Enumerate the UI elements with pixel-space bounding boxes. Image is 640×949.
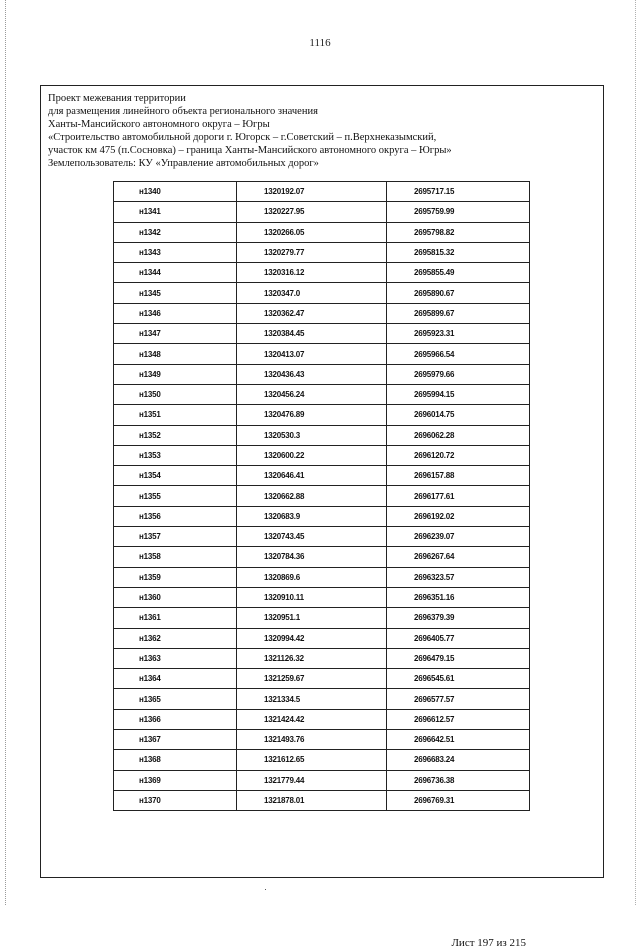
x-coordinate-cell: 1320530.3 <box>237 425 387 445</box>
x-coordinate-cell: 1321612.65 <box>237 750 387 770</box>
x-coordinate-cell: 1321126.32 <box>237 648 387 668</box>
x-coordinate-cell: 1321424.42 <box>237 709 387 729</box>
x-coordinate-cell: 1321493.76 <box>237 730 387 750</box>
point-id-cell: н1341 <box>114 202 237 222</box>
y-coordinate-cell: 2696642.51 <box>387 730 530 750</box>
point-id-cell: н1355 <box>114 486 237 506</box>
table-row <box>114 506 530 526</box>
x-coordinate-cell: 1320384.45 <box>237 324 387 344</box>
x-coordinate-cell: 1321779.44 <box>237 770 387 790</box>
table-row <box>114 790 530 810</box>
point-id-cell: н1361 <box>114 608 237 628</box>
x-coordinate-cell: 1320910.11 <box>237 587 387 607</box>
coordinates-table <box>113 181 530 811</box>
y-coordinate-cell: 2696405.77 <box>387 628 530 648</box>
point-id-cell: н1347 <box>114 324 237 344</box>
y-coordinate-cell: 2696351.16 <box>387 587 530 607</box>
x-coordinate-cell: 1320646.41 <box>237 466 387 486</box>
point-id-cell: н1345 <box>114 283 237 303</box>
sheet-label: Лист 197 из 215 <box>451 937 526 949</box>
point-id-cell: н1359 <box>114 567 237 587</box>
y-coordinate-cell: 2696479.15 <box>387 648 530 668</box>
header-line: «Строительство автомобильной дороги г. Югорск – г.Советский – п.Верхнеказымский, <box>48 132 437 143</box>
y-coordinate-cell: 2696683.24 <box>387 750 530 770</box>
table-row <box>114 283 530 303</box>
table-row <box>114 709 530 729</box>
point-id-cell: н1360 <box>114 587 237 607</box>
table-row <box>114 608 530 628</box>
y-coordinate-cell: 2695979.66 <box>387 364 530 384</box>
x-coordinate-cell: 1320476.89 <box>237 405 387 425</box>
point-id-cell: н1366 <box>114 709 237 729</box>
table-row <box>114 730 530 750</box>
x-coordinate-cell: 1320743.45 <box>237 527 387 547</box>
table-row <box>114 364 530 384</box>
table-row <box>114 344 530 364</box>
point-id-cell: н1365 <box>114 689 237 709</box>
x-coordinate-cell: 1320994.42 <box>237 628 387 648</box>
header-line: Ханты-Мансийского автономного округа – Югры <box>48 119 270 130</box>
y-coordinate-cell: 2695798.82 <box>387 222 530 242</box>
table-row <box>114 486 530 506</box>
x-coordinate-cell: 1320784.36 <box>237 547 387 567</box>
point-id-cell: н1350 <box>114 384 237 404</box>
y-coordinate-cell: 2696267.64 <box>387 547 530 567</box>
table-row <box>114 202 530 222</box>
x-coordinate-cell: 1320279.77 <box>237 242 387 262</box>
table-row <box>114 770 530 790</box>
x-coordinate-cell: 1320362.47 <box>237 303 387 323</box>
x-coordinate-cell: 1320192.07 <box>237 182 387 202</box>
point-id-cell: н1357 <box>114 527 237 547</box>
y-coordinate-cell: 2695966.54 <box>387 344 530 364</box>
y-coordinate-cell: 2696192.02 <box>387 506 530 526</box>
table-row <box>114 689 530 709</box>
table-row <box>114 466 530 486</box>
y-coordinate-cell: 2696157.88 <box>387 466 530 486</box>
table-row <box>114 384 530 404</box>
point-id-cell: н1362 <box>114 628 237 648</box>
table-row <box>114 182 530 202</box>
y-coordinate-cell: 2695923.31 <box>387 324 530 344</box>
point-id-cell: н1343 <box>114 242 237 262</box>
table-row <box>114 242 530 262</box>
scan-dot <box>265 889 266 890</box>
x-coordinate-cell: 1320316.12 <box>237 263 387 283</box>
y-coordinate-cell: 2696062.28 <box>387 425 530 445</box>
point-id-cell: н1342 <box>114 222 237 242</box>
x-coordinate-cell: 1321259.67 <box>237 669 387 689</box>
page-number: 1116 <box>309 37 331 49</box>
point-id-cell: н1363 <box>114 648 237 668</box>
document-frame <box>40 85 604 949</box>
table-row <box>114 648 530 668</box>
table-row <box>114 303 530 323</box>
y-coordinate-cell: 2695994.15 <box>387 384 530 404</box>
y-coordinate-cell: 2695899.67 <box>387 303 530 323</box>
y-coordinate-cell: 2696577.57 <box>387 689 530 709</box>
point-id-cell: н1369 <box>114 770 237 790</box>
point-id-cell: н1367 <box>114 730 237 750</box>
x-coordinate-cell: 1320683.9 <box>237 506 387 526</box>
table-row <box>114 324 530 344</box>
point-id-cell: н1352 <box>114 425 237 445</box>
x-coordinate-cell: 1320662.88 <box>237 486 387 506</box>
point-id-cell: н1356 <box>114 506 237 526</box>
table-row <box>114 527 530 547</box>
scan-edge-left <box>5 0 6 905</box>
point-id-cell: н1368 <box>114 750 237 770</box>
point-id-cell: н1346 <box>114 303 237 323</box>
header-line: Землепользователь: КУ «Управление автомобильных дорог» <box>48 158 319 169</box>
header-line: Проект межевания территории <box>48 93 186 104</box>
y-coordinate-cell: 2696379.39 <box>387 608 530 628</box>
x-coordinate-cell: 1320600.22 <box>237 445 387 465</box>
y-coordinate-cell: 2696239.07 <box>387 527 530 547</box>
x-coordinate-cell: 1320436.43 <box>237 364 387 384</box>
table-row <box>114 669 530 689</box>
y-coordinate-cell: 2696323.57 <box>387 567 530 587</box>
coordinates-table-body <box>114 182 530 811</box>
y-coordinate-cell: 2695717.15 <box>387 182 530 202</box>
y-coordinate-cell: 2696736.38 <box>387 770 530 790</box>
point-id-cell: н1344 <box>114 263 237 283</box>
point-id-cell: н1349 <box>114 364 237 384</box>
x-coordinate-cell: 1321878.01 <box>237 790 387 810</box>
y-coordinate-cell: 2696177.61 <box>387 486 530 506</box>
point-id-cell: н1370 <box>114 790 237 810</box>
x-coordinate-cell: 1320227.95 <box>237 202 387 222</box>
table-row <box>114 750 530 770</box>
header-line: участок км 475 (п.Сосновка) – граница Ханты-Мансийского автономного округа – Югры» <box>48 145 452 156</box>
x-coordinate-cell: 1320413.07 <box>237 344 387 364</box>
point-id-cell: н1351 <box>114 405 237 425</box>
y-coordinate-cell: 2695759.99 <box>387 202 530 222</box>
x-coordinate-cell: 1320347.0 <box>237 283 387 303</box>
point-id-cell: н1364 <box>114 669 237 689</box>
y-coordinate-cell: 2696120.72 <box>387 445 530 465</box>
y-coordinate-cell: 2695855.49 <box>387 263 530 283</box>
point-id-cell: н1358 <box>114 547 237 567</box>
point-id-cell: н1348 <box>114 344 237 364</box>
table-row <box>114 587 530 607</box>
x-coordinate-cell: 1320869.6 <box>237 567 387 587</box>
y-coordinate-cell: 2695890.67 <box>387 283 530 303</box>
table-row <box>114 445 530 465</box>
table-row <box>114 425 530 445</box>
table-row <box>114 222 530 242</box>
table-row <box>114 263 530 283</box>
table-row <box>114 405 530 425</box>
table-row <box>114 567 530 587</box>
scan-edge-right <box>635 0 636 905</box>
table-row <box>114 628 530 648</box>
header-line: для размещения линейного объекта регионального значения <box>48 106 318 117</box>
y-coordinate-cell: 2696014.75 <box>387 405 530 425</box>
x-coordinate-cell: 1321334.5 <box>237 689 387 709</box>
x-coordinate-cell: 1320266.05 <box>237 222 387 242</box>
y-coordinate-cell: 2696612.57 <box>387 709 530 729</box>
document-header <box>48 92 598 170</box>
y-coordinate-cell: 2696769.31 <box>387 790 530 810</box>
x-coordinate-cell: 1320951.1 <box>237 608 387 628</box>
table-row <box>114 547 530 567</box>
point-id-cell: н1354 <box>114 466 237 486</box>
x-coordinate-cell: 1320456.24 <box>237 384 387 404</box>
y-coordinate-cell: 2696545.61 <box>387 669 530 689</box>
y-coordinate-cell: 2695815.32 <box>387 242 530 262</box>
point-id-cell: н1340 <box>114 182 237 202</box>
point-id-cell: н1353 <box>114 445 237 465</box>
